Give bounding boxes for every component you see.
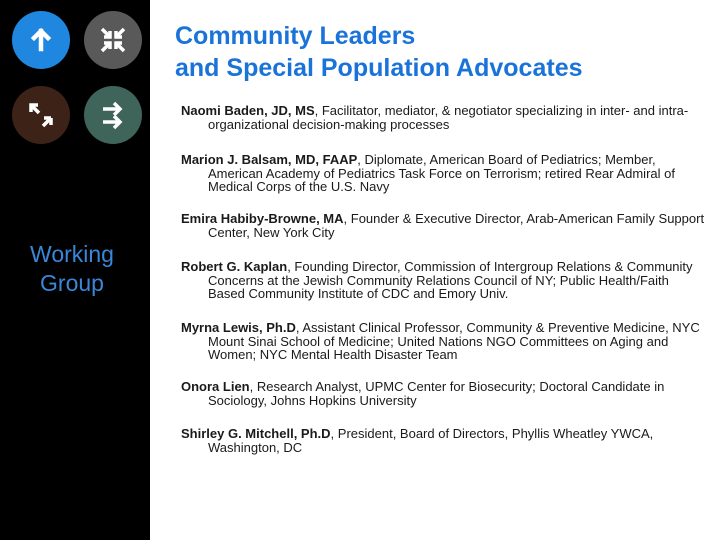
person-description: , Founder & Executive Director, Arab-American Family Support Center, New York City [208, 211, 705, 240]
person-description: , Assistant Clinical Professor, Community & Preventive Medicine, NYC Mount Sinai School of Medicine; United Nations NGO Committees on Aging and Women; NYC Mental Health Disaster Team [208, 320, 700, 362]
list-item [181, 153, 708, 194]
person-name: Marion J. Balsam, MD, FAAP [181, 152, 358, 167]
list-item [181, 260, 708, 301]
person-description: , Facilitator, mediator, & negotiator specializing in inter- and intra-organizational decision-making processes [208, 103, 689, 132]
arrow-up-icon [24, 23, 58, 57]
compress-arrows-button[interactable] [84, 11, 142, 69]
person-description: , Research Analyst, UPMC Center for Biosecurity; Doctoral Candidate in Sociology, Johns Hopkins University [208, 379, 665, 408]
title-line2: and Special Population Advocates [175, 54, 583, 82]
person-name: Naomi Baden, JD, MS [181, 103, 315, 118]
working-group-line2: Group [40, 270, 104, 296]
working-group-label [0, 240, 144, 298]
title-line1: Community Leaders [175, 22, 416, 50]
person-name: Emira Habiby-Browne, MA [181, 211, 344, 226]
diverge-arrows-button[interactable] [12, 86, 70, 144]
person-description: , President, Board of Directors, Phyllis Wheatley YWCA, Washington, DC [208, 426, 654, 455]
list-item [181, 104, 708, 131]
list-item [181, 321, 708, 362]
person-description: , Diplomate, American Board of Pediatrics; Member, American Academy of Pediatrics Task Force on Terrorism; retired Rear Admiral of Medical Corps of the U.S. Navy [208, 152, 675, 194]
right-arrows-icon [96, 98, 130, 132]
arrow-up-button[interactable] [12, 11, 70, 69]
sidebar [0, 0, 150, 540]
person-description: , Founding Director, Commission of Intergroup Relations & Community Concerns at the Jewish Community Relations Council of NY; Public Health/Faith Based Community Institute of CDC and Emory Univ. [208, 259, 693, 301]
person-name: Myrna Lewis, Ph.D [181, 320, 296, 335]
compress-arrows-icon [96, 23, 130, 57]
person-name: Robert G. Kaplan [181, 259, 288, 274]
diverge-arrows-icon [24, 98, 58, 132]
right-arrows-button[interactable] [84, 86, 142, 144]
list-item [181, 380, 708, 407]
working-group-line1: Working [30, 241, 114, 267]
list-item [181, 212, 708, 239]
page-title [175, 20, 715, 84]
list-item [181, 427, 708, 454]
person-name: Shirley G. Mitchell, Ph.D [181, 426, 331, 441]
person-name: Onora Lien [181, 379, 250, 394]
